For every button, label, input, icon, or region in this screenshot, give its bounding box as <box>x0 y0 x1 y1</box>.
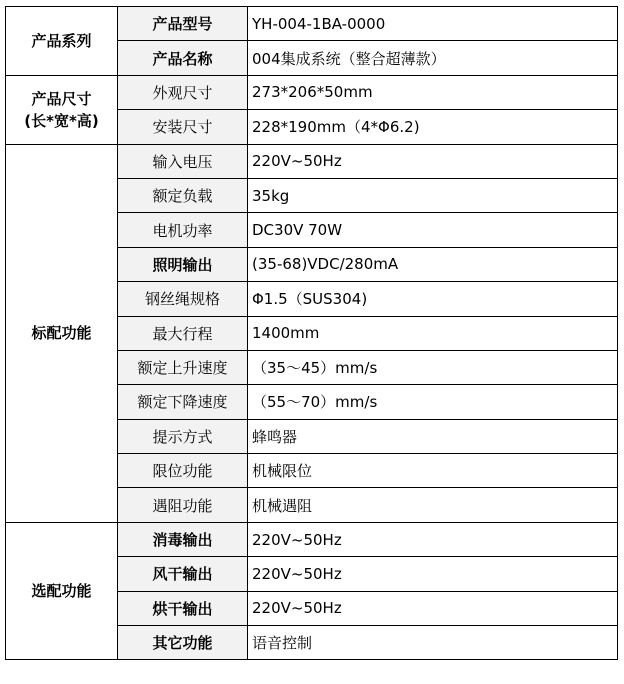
spec-value: Φ1.5（SUS304) <box>248 282 618 316</box>
spec-name: 外观尺寸 <box>118 75 248 109</box>
category-cell-product-size: 产品尺寸 (长*宽*高) <box>6 75 118 144</box>
spec-name: 安装尺寸 <box>118 110 248 144</box>
spec-value: 机械遇阻 <box>248 488 618 522</box>
spec-value: 机械限位 <box>248 454 618 488</box>
spec-name: 遇阻功能 <box>118 488 248 522</box>
spec-value: 220V~50Hz <box>248 144 618 178</box>
spec-value: 273*206*50mm <box>248 75 618 109</box>
spec-value: YH-004-1BA-0000 <box>248 7 618 41</box>
spec-name: 限位功能 <box>118 454 248 488</box>
spec-value: 1400mm <box>248 316 618 350</box>
spec-value: 语音控制 <box>248 626 618 660</box>
spec-name: 最大行程 <box>118 316 248 350</box>
spec-name: 风干输出 <box>118 557 248 591</box>
category-cell-standard-features: 标配功能 <box>6 144 118 522</box>
spec-value: 004集成系统（整合超薄款） <box>248 41 618 75</box>
category-cell-optional-features: 选配功能 <box>6 522 118 660</box>
spec-table <box>5 6 618 660</box>
spec-value: 220V~50Hz <box>248 522 618 556</box>
spec-name: 产品名称 <box>118 41 248 75</box>
spec-name: 提示方式 <box>118 419 248 453</box>
spec-name: 钢丝绳规格 <box>118 282 248 316</box>
spec-name: 额定负载 <box>118 178 248 212</box>
table-row <box>6 75 618 109</box>
spec-value: (35-68)VDC/280mA <box>248 247 618 281</box>
spec-name: 其它功能 <box>118 626 248 660</box>
spec-name: 烘干输出 <box>118 591 248 625</box>
category-cell-product-series: 产品系列 <box>6 7 118 76</box>
table-row <box>6 144 618 178</box>
spec-value: （55～70）mm/s <box>248 385 618 419</box>
spec-name: 产品型号 <box>118 7 248 41</box>
table-row <box>6 7 618 41</box>
spec-name: 输入电压 <box>118 144 248 178</box>
spec-name: 照明输出 <box>118 247 248 281</box>
spec-name: 额定下降速度 <box>118 385 248 419</box>
spec-value: 228*190mm（4*Φ6.2) <box>248 110 618 144</box>
spec-name: 额定上升速度 <box>118 350 248 384</box>
spec-value: 蜂鸣器 <box>248 419 618 453</box>
spec-name: 电机功率 <box>118 213 248 247</box>
table-row <box>6 522 618 556</box>
spec-value: （35～45）mm/s <box>248 350 618 384</box>
spec-value: 220V~50Hz <box>248 557 618 591</box>
spec-name: 消毒输出 <box>118 522 248 556</box>
spec-value: 35kg <box>248 178 618 212</box>
spec-value: DC30V 70W <box>248 213 618 247</box>
spec-value: 220V~50Hz <box>248 591 618 625</box>
